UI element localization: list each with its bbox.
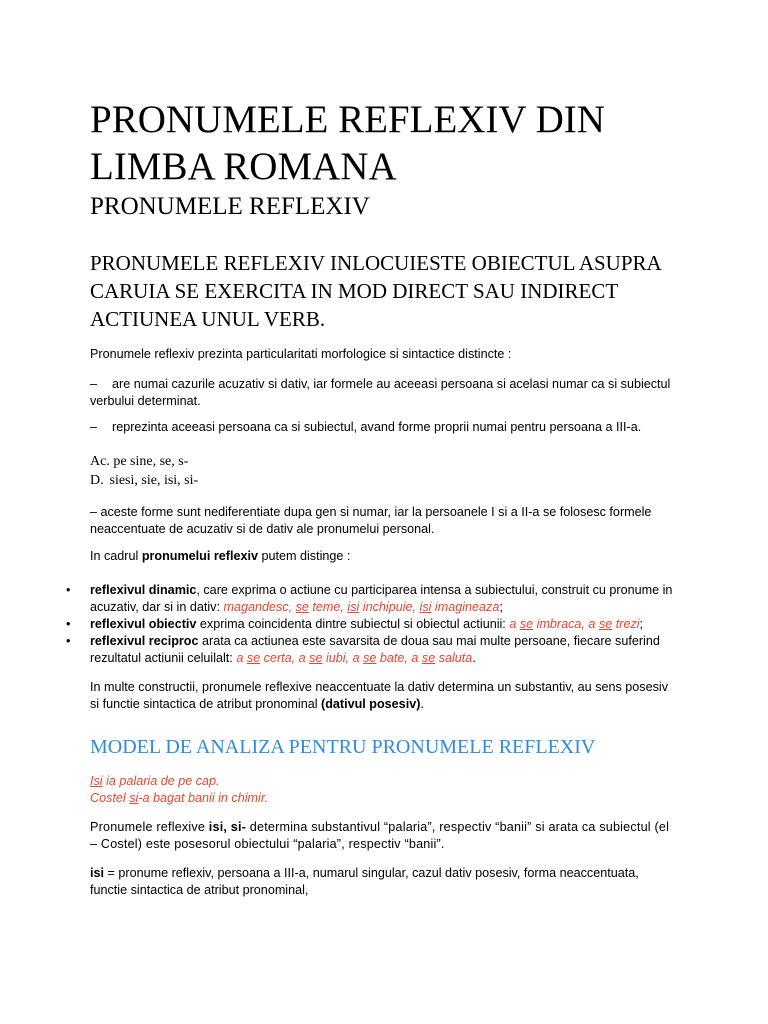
example-underlined: Isi xyxy=(90,774,103,788)
list-item-text: , care exprima o actiune cu participarea intensa a subiectului, construit cu pronume in acuzativ, dar si in dativ: xyxy=(90,583,673,614)
posesiv-end: . xyxy=(420,697,424,711)
example-underlined: se xyxy=(309,651,323,665)
example-text: saluta xyxy=(435,651,473,665)
analysis-pre: Pronumele reflexive xyxy=(90,820,209,834)
example-underlined: isi xyxy=(419,600,432,614)
forms-note: – aceste forme sunt nediferentiate dupa gen si numar, iar la persoanele I si a II-a se folosesc formele neaccentuate de acuzativ si de dativ ale pronumelui personal. xyxy=(90,505,652,536)
example-text: bate, a xyxy=(376,651,422,665)
example-sentence-one xyxy=(90,773,675,790)
list-item-text: exprima coincidenta dintre subiectul si obiectul actiunii: xyxy=(196,617,510,631)
list-item-text: arata ca actiunea este savarsita de doua sau mai multe persoane, fiecare suferind rezultatul actiunii celuilalt: xyxy=(90,634,660,665)
forms-accusative xyxy=(90,452,188,471)
point-two-text: reprezinta aceeasi persoana ca si subiectul, avand forme proprii numai pentru persoana a III-a. xyxy=(112,420,642,434)
example-underlined: se xyxy=(246,651,261,665)
example-text: ia palaria de pe cap. xyxy=(102,774,220,788)
example-text: magandesc, xyxy=(223,600,296,614)
list-item-punct: . xyxy=(472,651,476,665)
posesiv-paragraph xyxy=(90,679,675,713)
dash-marker: – xyxy=(90,420,98,434)
analysis-paragraph xyxy=(90,819,675,853)
isi-definition xyxy=(90,865,675,899)
example-text: certa, a xyxy=(260,651,310,665)
model-heading: MODEL DE ANALIZA PENTRU PRONUMELE REFLEXIV xyxy=(90,736,596,758)
example-text: a xyxy=(236,651,247,665)
example-text: a xyxy=(509,617,520,631)
dash-marker: – xyxy=(90,377,98,391)
analysis-post: determina substantivul “palaria”, respectiv “banii” si arata ca subiectul (el – Costel) este posesorul obiectului “palaria”, respectiv “banii”. xyxy=(90,820,670,851)
posesiv-bold: (dativul posesiv) xyxy=(321,697,421,711)
point-two xyxy=(90,419,675,436)
example-text: trezi xyxy=(612,617,640,631)
list-item-term: reflexivul obiectiv xyxy=(90,617,197,631)
example-underlined: se xyxy=(421,651,436,665)
example-underlined: si xyxy=(129,791,139,805)
example-underlined: se xyxy=(295,600,309,614)
point-one xyxy=(90,376,675,410)
point-one-text: are numai cazurile acuzativ si dativ, iar formele au aceeasi persoana si acelasi numar ca si subiectul verbului determinat. xyxy=(90,377,671,408)
page-title: PRONUMELE REFLEXIV DIN LIMBA ROMANA xyxy=(90,98,605,188)
isi-definition-text: = pronume reflexiv, persoana a III-a, numarul singular, cazul dativ posesiv, forma neaccentuata, functie sintactica de atribut pronominal, xyxy=(90,866,639,897)
example-text: Costel xyxy=(90,791,130,805)
intro-paragraph: Pronumele reflexiv prezinta particularitati morfologice si sintactice distincte : xyxy=(90,347,512,361)
distinguish-pre: In cadrul xyxy=(90,549,142,563)
distinguish-bold: pronumelui reflexiv xyxy=(141,549,258,563)
reflexive-types-list xyxy=(66,582,675,667)
bullet-marker: • xyxy=(66,634,71,648)
posesiv-text: In multe constructii, pronumele reflexive neaccentuate la dativ determina un substantiv, au sens posesiv si functie sintactica de atribut pronominal xyxy=(90,680,668,711)
example-text: iubi, a xyxy=(322,651,364,665)
page-subtitle: PRONUMELE REFLEXIV xyxy=(90,193,370,220)
isi-definition-term: isi xyxy=(90,866,105,880)
list-item-term: reflexivul dinamic xyxy=(90,583,197,597)
forms-ac-label: Ac. xyxy=(90,454,110,469)
example-text: teme, xyxy=(308,600,348,614)
bullet-marker: • xyxy=(66,617,71,631)
example-text: imbraca, a xyxy=(533,617,599,631)
list-item-term: reflexivul reciproc xyxy=(90,634,199,648)
example-text: imagineaza xyxy=(431,600,500,614)
list-item xyxy=(66,582,675,616)
forms-d-label: D. xyxy=(90,473,104,488)
list-item xyxy=(66,616,675,633)
analysis-bold: isi, si- xyxy=(208,820,247,834)
example-underlined: se xyxy=(519,617,534,631)
example-sentence-two xyxy=(90,790,675,807)
list-item-punct: ; xyxy=(499,600,503,614)
example-underlined: isi xyxy=(347,600,360,614)
forms-ac-value: pe sine, se, s- xyxy=(113,454,189,469)
bullet-marker: • xyxy=(66,583,71,597)
example-underlined: se xyxy=(363,651,377,665)
distinguish-post: putem distinge : xyxy=(258,549,351,563)
distinguish-paragraph xyxy=(90,548,675,565)
section-heading: PRONUMELE REFLEXIV INLOCUIESTE OBIECTUL ASUPRA CARUIA SE EXERCITA IN MOD DIRECT SAU INDIRECT ACTIUNEA UNUL VERB. xyxy=(90,251,661,331)
list-item-punct: ; xyxy=(639,617,644,631)
forms-d-value: siesi, sie, isi, si- xyxy=(109,473,199,488)
example-text: -a bagat banii in chimir. xyxy=(138,791,269,805)
example-text: inchipuie, xyxy=(359,600,420,614)
example-underlined: se xyxy=(598,617,613,631)
list-item xyxy=(66,633,675,667)
forms-dative xyxy=(90,471,198,490)
